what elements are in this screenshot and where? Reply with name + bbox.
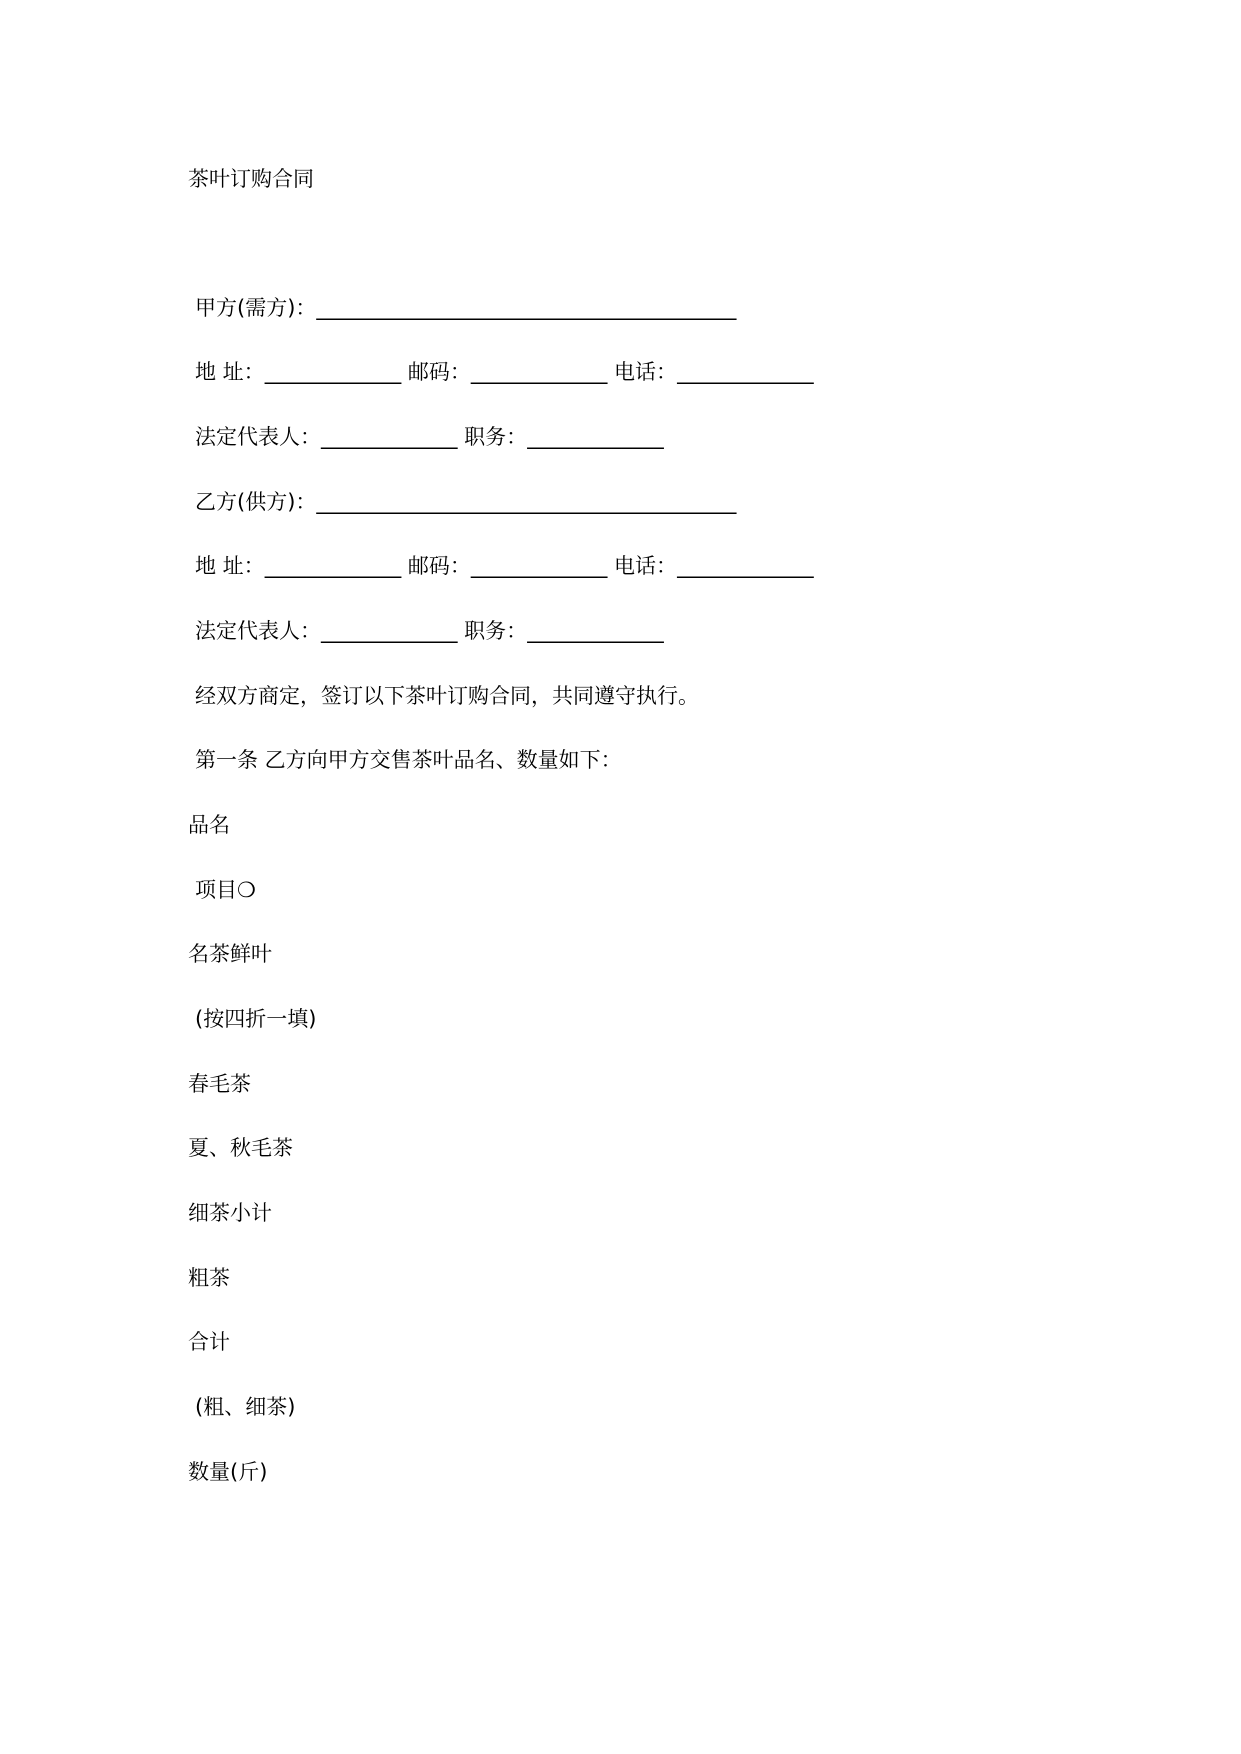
party-a-line <box>195 294 736 322</box>
party-a-postcode-label: 邮码： <box>401 360 471 384</box>
party-b-rep-line <box>195 617 664 645</box>
party-b-rep-label: 法定代表人： <box>195 619 321 643</box>
party-a-address-label: 地 址： <box>195 360 265 384</box>
party-b-blank[interactable]: ________________________________________ <box>316 490 737 514</box>
party-a-title-blank[interactable]: _____________ <box>527 425 664 449</box>
table-total: 合计 <box>188 1330 230 1354</box>
party-a-phone-blank[interactable]: _____________ <box>677 360 814 384</box>
party-b-title-blank[interactable]: _____________ <box>527 619 664 643</box>
party-b-address-label: 地 址： <box>195 554 265 578</box>
party-a-label: 甲方(需方)： <box>195 296 317 320</box>
party-a-postcode-blank[interactable]: _____________ <box>470 360 608 384</box>
table-total-note: (粗、细茶) <box>195 1395 296 1419</box>
table-fine-tea-subtotal: 细茶小计 <box>188 1201 272 1225</box>
party-b-rep-blank[interactable]: _____________ <box>321 619 458 643</box>
party-a-phone-label: 电话： <box>607 360 678 384</box>
party-b-postcode-blank[interactable]: _____________ <box>470 554 608 578</box>
party-b-phone-label: 电话： <box>607 554 678 578</box>
party-a-title-label: 职务： <box>457 425 528 449</box>
party-b-contact-line <box>195 552 814 580</box>
article-1-heading: 第一条 乙方向甲方交售茶叶品名、数量如下： <box>195 748 622 772</box>
table-product-name: 品名 <box>188 813 230 837</box>
document-title: 茶叶订购合同 <box>188 167 314 191</box>
party-a-rep-line <box>195 423 664 451</box>
table-item: 项目❍ <box>195 878 256 902</box>
table-famous-tea-fresh: 名茶鲜叶 <box>188 942 272 966</box>
table-spring-tea: 春毛茶 <box>188 1072 251 1096</box>
party-b-postcode-label: 邮码： <box>401 554 471 578</box>
intro-paragraph: 经双方商定，签订以下茶叶订购合同，共同遵守执行。 <box>195 684 699 708</box>
party-b-line <box>195 488 736 516</box>
party-a-rep-label: 法定代表人： <box>195 425 321 449</box>
party-a-contact-line <box>195 358 814 386</box>
table-famous-tea-note: (按四折一填) <box>195 1007 317 1031</box>
table-summer-autumn-tea: 夏、秋毛茶 <box>188 1136 293 1160</box>
table-coarse-tea: 粗茶 <box>188 1266 230 1290</box>
party-b-address-blank[interactable]: _____________ <box>264 554 402 578</box>
party-a-rep-blank[interactable]: _____________ <box>321 425 458 449</box>
party-b-label: 乙方(供方)： <box>195 490 317 514</box>
table-quantity: 数量(斤) <box>188 1460 268 1484</box>
party-a-blank[interactable]: ________________________________________ <box>316 296 737 320</box>
party-a-address-blank[interactable]: _____________ <box>264 360 402 384</box>
party-b-phone-blank[interactable]: _____________ <box>677 554 814 578</box>
party-b-title-label: 职务： <box>457 619 528 643</box>
